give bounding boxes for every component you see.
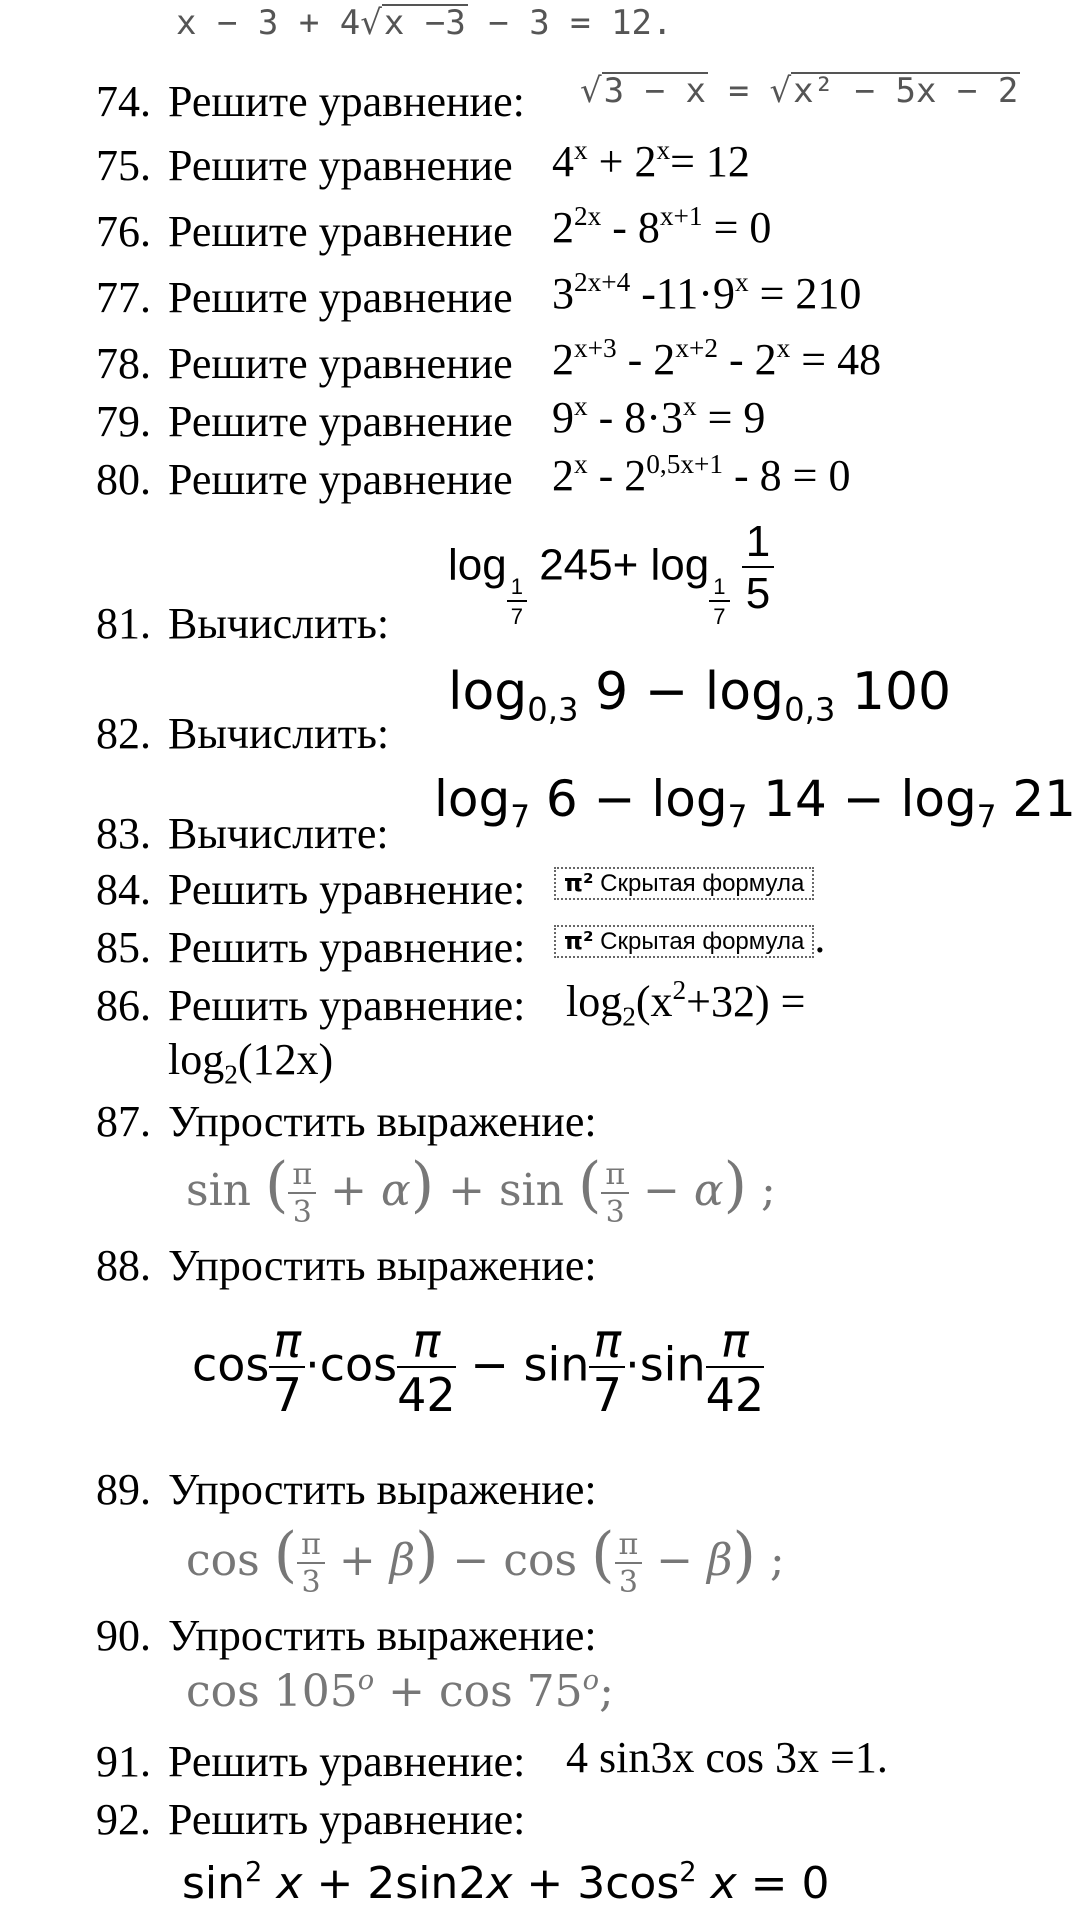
hidden-formula-84[interactable]: π² Скрытая формула: [554, 858, 814, 902]
problem-number: 86.: [96, 981, 151, 1030]
problem-text: Вычислить:: [168, 599, 390, 648]
problem-text: Решить уравнение:: [168, 1795, 526, 1844]
expression-82: $\log_{0,3} 9 - \log_{0,3} 100$: [448, 662, 952, 729]
problem-text: Решите уравнение:: [168, 77, 525, 126]
problem-text: Решить уравнение:: [168, 865, 526, 914]
hidden-formula-85[interactable]: π² Скрытая формула .: [554, 916, 825, 960]
problem-text: Вычислить:: [168, 709, 390, 758]
problem-text: Решить уравнение:: [168, 923, 526, 972]
equation-86-line2: $\log_2(12x)$: [168, 1035, 334, 1090]
problem-number: 92.: [96, 1795, 151, 1844]
problem-number: 85.: [96, 923, 151, 972]
problem-text: Решите уравнение: [168, 273, 513, 322]
expression-81: log $\frac{1}{7}$ 245+ log $\frac{1}{7}$ $\frac{1}{5}$: [448, 520, 774, 628]
problem-number: 74.: [96, 77, 151, 126]
equation-86: $\log_2(x^2+32)$ =: [566, 975, 806, 1032]
problem-number: 87.: [96, 1097, 151, 1146]
problem-number: 77.: [96, 273, 151, 322]
problem-text: Упростить выражение:: [168, 1611, 597, 1660]
equation-75: $4^x + 2^x= 12$: [552, 135, 750, 186]
equation-92: $\sin^2 x + 2\sin 2x + 3\cos^2$ x = 0: [182, 1857, 830, 1909]
equation-79: $9^x - 8\cdot 3^x = 9$: [552, 391, 766, 442]
problem-number: 84.: [96, 865, 151, 914]
problem-text: Решить уравнение:: [168, 1737, 526, 1786]
expression-90: $\cos 105^o + \cos 75^o$;: [186, 1665, 614, 1717]
problem-number: 88.: [96, 1241, 151, 1290]
problem-number: 90.: [96, 1611, 151, 1660]
expression-83: $\log_7 6 - \log_7 14 - \log_7 21$: [434, 770, 1076, 835]
problem-text: Решите уравнение: [168, 397, 513, 446]
equation-78: $2^{x+3} - 2^{x+2} - 2^x = 48$: [552, 333, 882, 384]
problem-number: 76.: [96, 207, 151, 256]
equation-80: $2^x - 2^{0,5x+1} - 8 = 0$: [552, 449, 851, 500]
problem-number: 75.: [96, 141, 151, 190]
problem-text: Вычислите:: [168, 809, 389, 858]
problem-number: 91.: [96, 1737, 151, 1786]
expression-87: sin ( $\frac{\pi}{3}$ + α) + sin ( $\frac{\pi}{3}$ − α) ;: [186, 1150, 776, 1230]
problem-number: 83.: [96, 809, 151, 858]
problem-number: 78.: [96, 339, 151, 388]
problem-text: Решите уравнение: [168, 141, 513, 190]
problem-number: 82.: [96, 709, 151, 758]
problem-text: Упростить выражение:: [168, 1465, 597, 1514]
problem-text: Решите уравнение: [168, 455, 513, 504]
top-equation: x − 3 + 4√x −3 − 3 = 12.: [176, 3, 673, 43]
equation-77: $3^{2x+4}$ $-11\cdot 9^x = 210$: [552, 267, 862, 318]
problem-number: 79.: [96, 397, 151, 446]
problem-text: Решите уравнение: [168, 339, 513, 388]
expression-88: cos $\frac{\pi}{7}$ ·cos $\frac{\pi}{42}$ − sin $\frac{\pi}{7}$ ·sin $\frac{\pi}{42}$: [192, 1314, 765, 1422]
pi-icon: π²: [564, 927, 594, 956]
equation-91: 4 sin3x cos 3x =1.: [566, 1733, 888, 1782]
problem-text: Решить уравнение:: [168, 981, 526, 1030]
problem-number: 89.: [96, 1465, 151, 1514]
equation-74: √3 − x = √x² − 5x − 2: [580, 71, 1019, 111]
problem-number: 80.: [96, 455, 151, 504]
problem-text: Упростить выражение:: [168, 1241, 597, 1290]
expression-89: cos ( $\frac{\pi}{3}$ + β) − cos ( $\frac{\pi}{3}$ − β) ;: [186, 1520, 785, 1600]
equation-76: $2^{2x} - 8^{x+1} = 0$: [552, 201, 772, 252]
problem-number: 81.: [96, 599, 151, 648]
problem-text: Решите уравнение: [168, 207, 513, 256]
problem-text: Упростить выражение:: [168, 1097, 597, 1146]
pi-icon: π²: [564, 869, 594, 898]
